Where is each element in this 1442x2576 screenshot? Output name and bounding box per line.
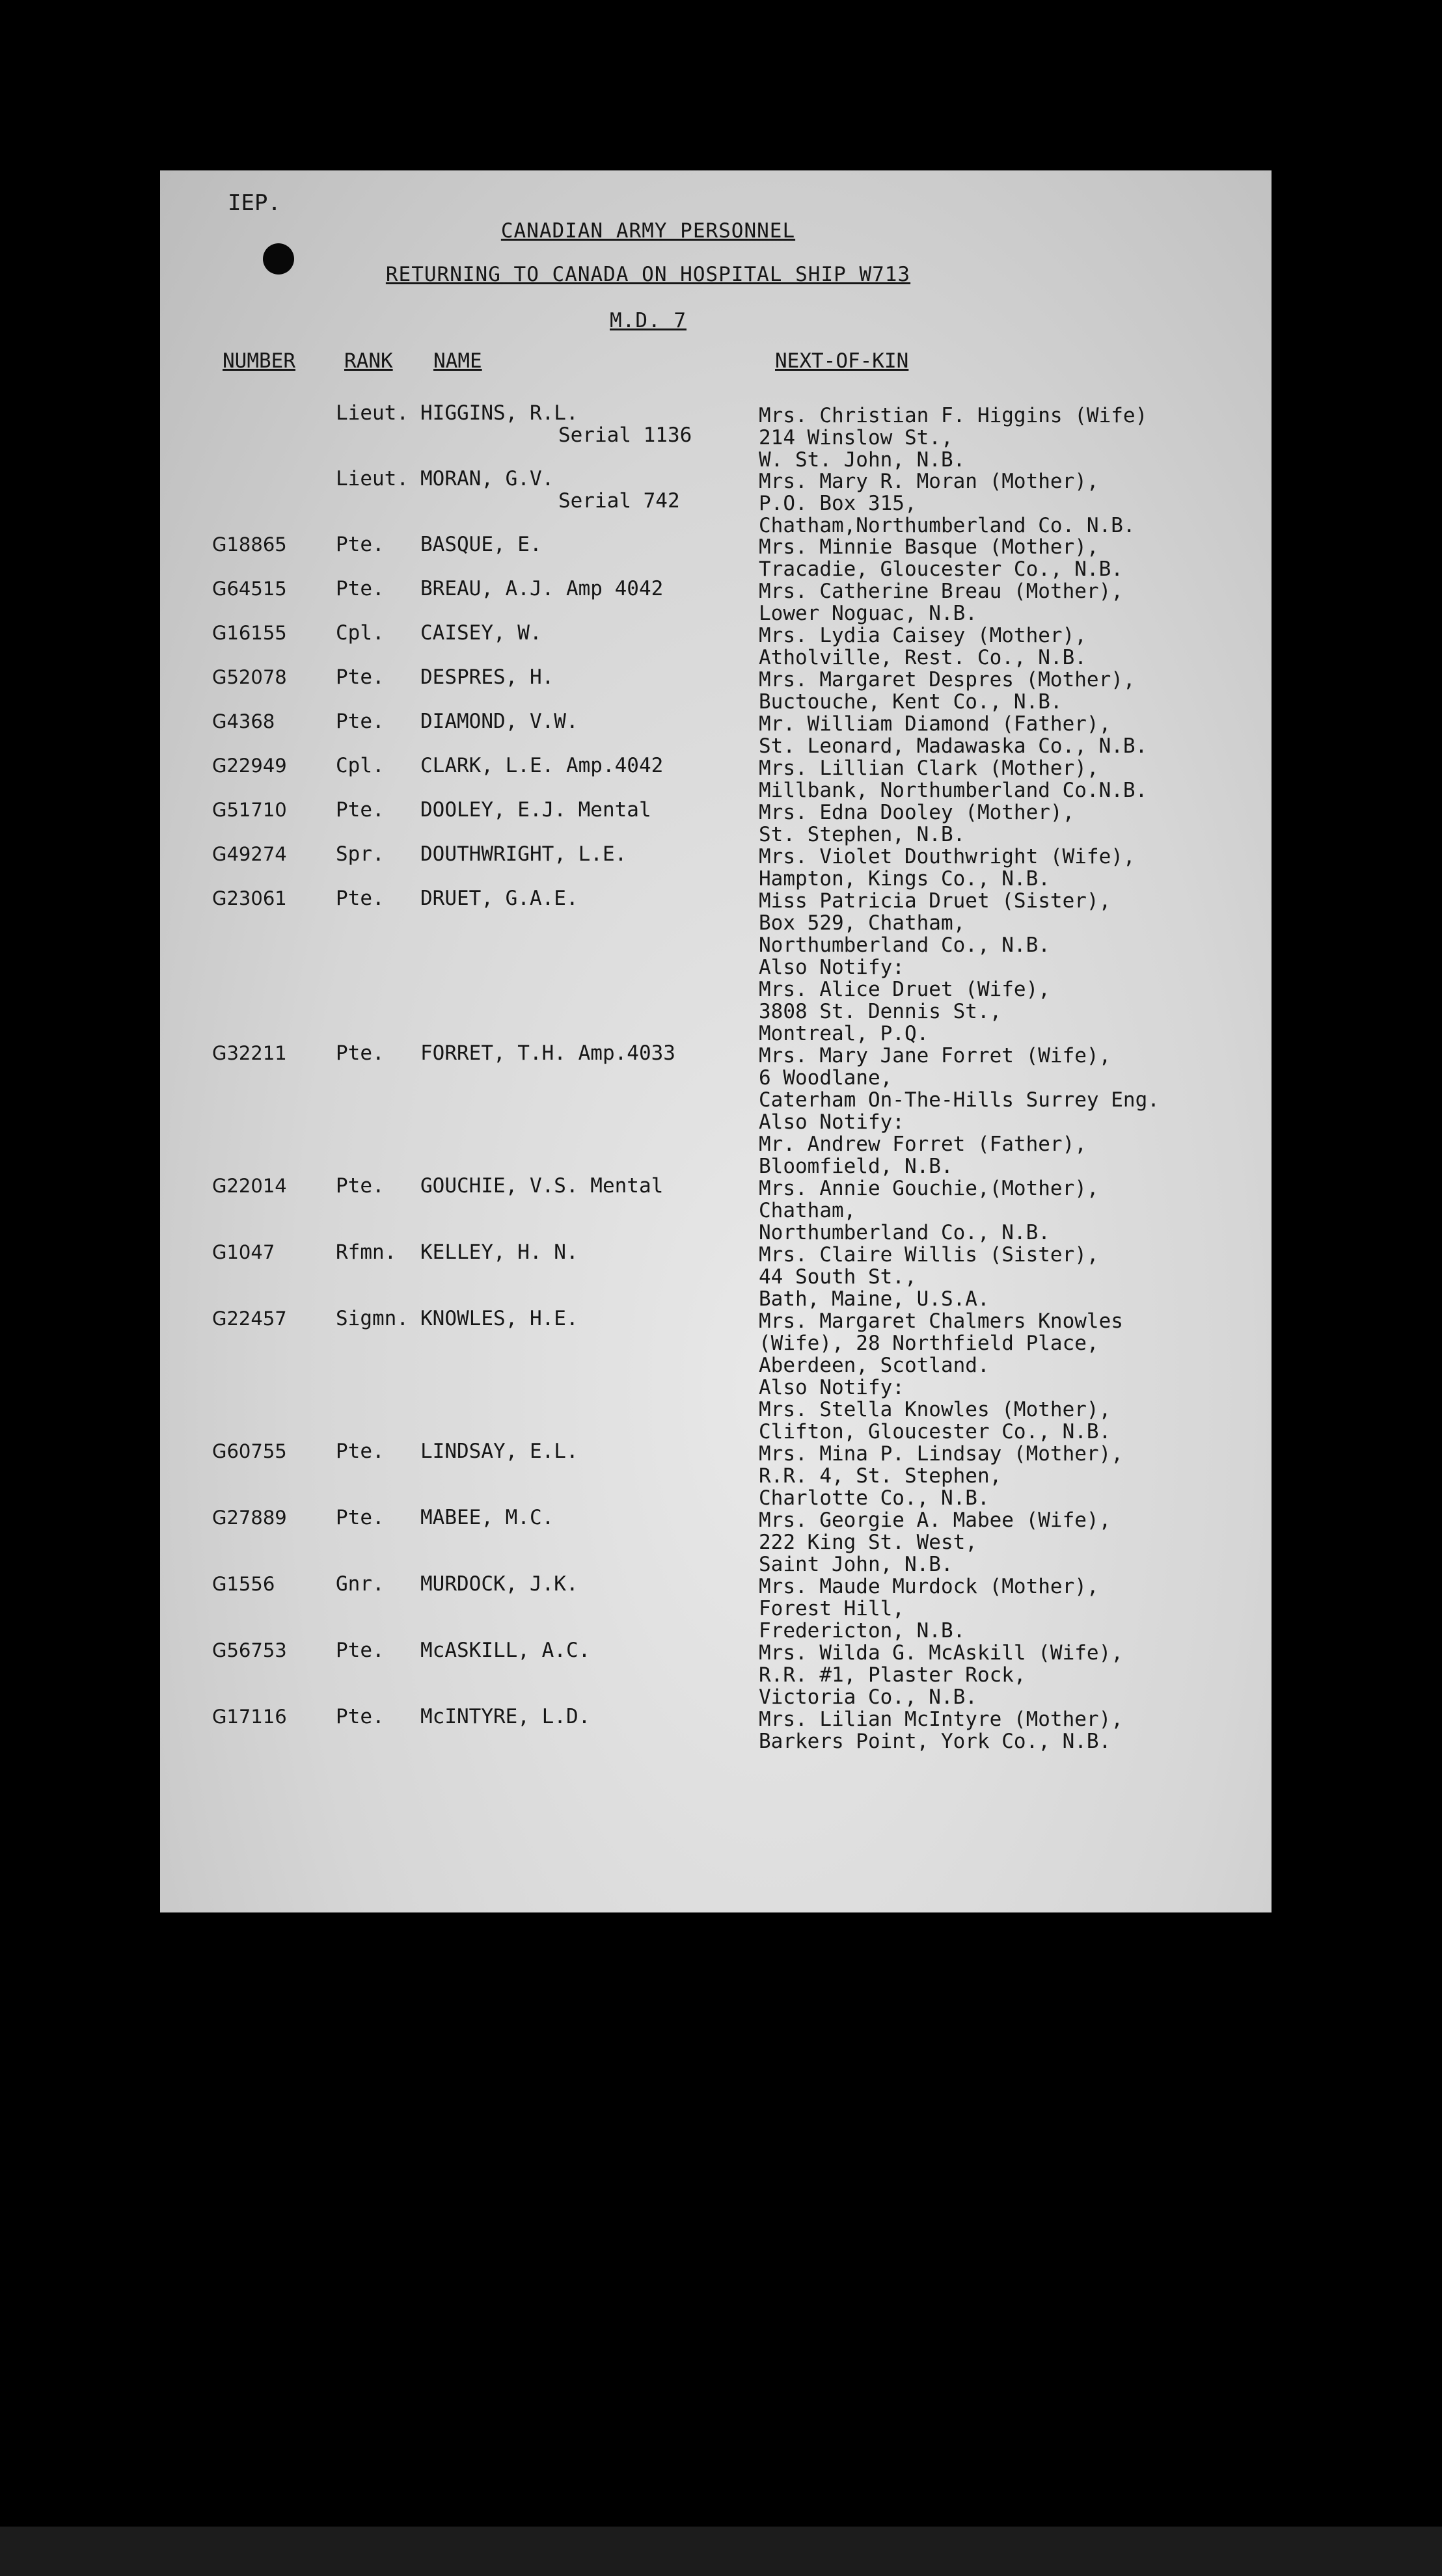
- next-of-kin-line: 6 Woodlane,: [759, 1066, 893, 1090]
- next-of-kin-line: St. Leonard, Madawaska Co., N.B.: [759, 734, 1148, 758]
- service-number: G18865: [212, 533, 287, 556]
- document-title: CANADIAN ARMY PERSONNEL: [500, 219, 796, 243]
- next-of-kin: [759, 1708, 1123, 1752]
- service-number: G4368: [212, 710, 275, 732]
- next-of-kin: [759, 536, 1123, 580]
- next-of-kin-line: Mrs. Lilian McIntyre (Mother),: [759, 1708, 1123, 1731]
- next-of-kin-line: Mrs. Violet Douthwright (Wife),: [759, 845, 1136, 868]
- next-of-kin-line: Hampton, Kings Co., N.B.: [759, 867, 1050, 891]
- soldier-name: CAISEY, W.: [420, 621, 542, 645]
- next-of-kin-line: Mrs. Lydia Caisey (Mother),: [759, 624, 1087, 647]
- next-of-kin-line: Also Notify:: [759, 1110, 905, 1134]
- next-of-kin-line: Mrs. Annie Gouchie,(Mother),: [759, 1177, 1099, 1200]
- next-of-kin-line: Mrs. Margaret Chalmers Knowles: [759, 1309, 1123, 1333]
- next-of-kin-line: R.R. #1, Plaster Rock,: [759, 1663, 1026, 1687]
- next-of-kin-line: Box 529, Chatham,: [759, 911, 966, 935]
- serial-note: Serial 742: [558, 489, 680, 513]
- soldier-name: DRUET, G.A.E.: [420, 887, 578, 910]
- rank: Pte.: [336, 1440, 385, 1463]
- service-number: G52078: [212, 666, 287, 688]
- rank: Cpl.: [336, 621, 385, 645]
- rank: Pte.: [336, 1041, 385, 1065]
- next-of-kin: [759, 624, 1087, 669]
- next-of-kin: [759, 713, 1147, 757]
- next-of-kin-line: Clifton, Gloucester Co., N.B.: [759, 1420, 1111, 1443]
- soldier-name: DOUTHWRIGHT, L.E.: [420, 842, 627, 866]
- soldier-name: MORAN, G.V.: [420, 467, 554, 490]
- next-of-kin: [759, 1310, 1123, 1443]
- next-of-kin-line: Buctouche, Kent Co., N.B.: [759, 690, 1063, 714]
- rank: Lieut.: [336, 467, 409, 490]
- soldier-name: GOUCHIE, V.S. Mental: [420, 1174, 664, 1198]
- service-number: G64515: [212, 578, 287, 600]
- service-number: G22014: [212, 1175, 287, 1197]
- next-of-kin-line: Victoria Co., N.B.: [759, 1685, 977, 1709]
- next-of-kin-line: Fredericton, N.B.: [759, 1619, 966, 1643]
- next-of-kin-line: 44 South St.,: [759, 1265, 917, 1289]
- district-label: M.D. 7: [610, 309, 687, 332]
- next-of-kin-line: Northumberland Co., N.B.: [759, 1221, 1050, 1244]
- soldier-name: DOOLEY, E.J. Mental: [420, 798, 651, 822]
- service-number: G17116: [212, 1706, 287, 1728]
- next-of-kin-line: W. St. John, N.B.: [759, 448, 966, 472]
- rank: Pte.: [336, 577, 385, 600]
- next-of-kin-line: Mrs. Claire Willis (Sister),: [759, 1243, 1099, 1267]
- next-of-kin: [759, 1576, 1099, 1642]
- serial-note: Serial 1136: [558, 423, 692, 447]
- rank: Pte.: [336, 1506, 385, 1529]
- rank: Pte.: [336, 665, 385, 689]
- next-of-kin-line: Caterham On-The-Hills Surrey Eng.: [759, 1088, 1160, 1112]
- service-number: G1047: [212, 1241, 275, 1263]
- rank: Gnr.: [336, 1572, 385, 1596]
- next-of-kin-line: Saint John, N.B.: [759, 1553, 953, 1576]
- next-of-kin-line: Mrs. Stella Knowles (Mother),: [759, 1398, 1111, 1421]
- service-number: G32211: [212, 1042, 287, 1064]
- service-number: G49274: [212, 843, 287, 865]
- next-of-kin-line: 3808 St. Dennis St.,: [759, 1000, 1002, 1023]
- next-of-kin-line: Also Notify:: [759, 1376, 905, 1399]
- next-of-kin-line: Mrs. Maude Murdock (Mother),: [759, 1575, 1099, 1598]
- next-of-kin-line: St. Stephen, N.B.: [759, 823, 966, 846]
- next-of-kin-line: Mrs. Margaret Despres (Mother),: [759, 668, 1136, 691]
- next-of-kin-line: Bath, Maine, U.S.A.: [759, 1287, 990, 1311]
- rank: Sigmn.: [336, 1307, 409, 1330]
- rank: Pte.: [336, 1174, 385, 1198]
- soldier-name: DESPRES, H.: [420, 665, 554, 689]
- soldier-name: BREAU, A.J. Amp 4042: [420, 577, 664, 600]
- rank: Pte.: [336, 710, 385, 733]
- service-number: G16155: [212, 622, 287, 644]
- rank: Pte.: [336, 1639, 385, 1662]
- next-of-kin-line: P.O. Box 315,: [759, 492, 917, 515]
- next-of-kin-line: Montreal, P.Q.: [759, 1022, 929, 1045]
- next-of-kin-line: Chatham,Northumberland Co. N.B.: [759, 514, 1136, 537]
- next-of-kin-line: Mr. Andrew Forret (Father),: [759, 1133, 1087, 1156]
- next-of-kin-line: Mrs. Lillian Clark (Mother),: [759, 757, 1099, 780]
- next-of-kin: [759, 846, 1136, 890]
- next-of-kin-line: Mr. William Diamond (Father),: [759, 712, 1111, 736]
- soldier-name: KNOWLES, H.E.: [420, 1307, 578, 1330]
- soldier-name: LINDSAY, E.L.: [420, 1440, 578, 1463]
- next-of-kin-line: Chatham,: [759, 1199, 856, 1222]
- next-of-kin-line: Mrs. Mary Jane Forret (Wife),: [759, 1044, 1111, 1067]
- next-of-kin-line: Lower Noguac, N.B.: [759, 602, 977, 625]
- next-of-kin-line: Charlotte Co., N.B.: [759, 1486, 990, 1510]
- next-of-kin: [759, 405, 1147, 471]
- next-of-kin-line: Forest Hill,: [759, 1597, 905, 1620]
- next-of-kin-line: Mrs. Catherine Breau (Mother),: [759, 580, 1123, 603]
- next-of-kin-line: Tracadie, Gloucester Co., N.B.: [759, 557, 1123, 581]
- next-of-kin-line: Mrs. Minnie Basque (Mother),: [759, 535, 1099, 559]
- next-of-kin: [759, 1642, 1123, 1708]
- column-header-number: NUMBER: [223, 349, 295, 373]
- next-of-kin-line: Mrs. Mary R. Moran (Mother),: [759, 470, 1099, 493]
- document-page: [160, 170, 1272, 1912]
- next-of-kin-line: Northumberland Co., N.B.: [759, 933, 1050, 957]
- next-of-kin-line: R.R. 4, St. Stephen,: [759, 1464, 1002, 1488]
- soldier-name: DIAMOND, V.W.: [420, 710, 578, 733]
- soldier-name: BASQUE, E.: [420, 533, 542, 556]
- soldier-name: KELLEY, H. N.: [420, 1241, 578, 1264]
- next-of-kin: [759, 1045, 1160, 1177]
- soldier-name: HIGGINS, R.L.: [420, 401, 578, 425]
- next-of-kin: [759, 470, 1136, 537]
- next-of-kin-line: Mrs. Wilda G. McAskill (Wife),: [759, 1641, 1123, 1665]
- rank: Pte.: [336, 798, 385, 822]
- document-subtitle: RETURNING TO CANADA ON HOSPITAL SHIP W713: [385, 263, 911, 286]
- next-of-kin-line: (Wife), 28 Northfield Place,: [759, 1332, 1099, 1355]
- next-of-kin-line: Millbank, Northumberland Co.N.B.: [759, 779, 1148, 802]
- next-of-kin: [759, 801, 1074, 846]
- next-of-kin-line: Bloomfield, N.B.: [759, 1155, 953, 1178]
- column-header-rank: RANK: [344, 349, 393, 373]
- rank: Lieut.: [336, 401, 409, 425]
- service-number: G27889: [212, 1507, 287, 1529]
- next-of-kin-line: Mrs. Alice Druet (Wife),: [759, 978, 1050, 1001]
- soldier-name: McINTYRE, L.D.: [420, 1705, 591, 1728]
- scan-border: [0, 2527, 1442, 2576]
- soldier-name: MURDOCK, J.K.: [420, 1572, 578, 1596]
- service-number: G56753: [212, 1639, 287, 1661]
- corner-mark: IEP.: [228, 190, 281, 216]
- next-of-kin-line: Aberdeen, Scotland.: [759, 1354, 990, 1377]
- rank: Pte.: [336, 533, 385, 556]
- next-of-kin: [759, 1443, 1123, 1509]
- next-of-kin-line: Barkers Point, York Co., N.B.: [759, 1730, 1111, 1753]
- next-of-kin-line: Also Notify:: [759, 956, 905, 979]
- service-number: G51710: [212, 799, 287, 821]
- next-of-kin: [759, 1509, 1111, 1576]
- rank: Spr.: [336, 842, 385, 866]
- next-of-kin-line: 222 King St. West,: [759, 1531, 977, 1554]
- rank: Pte.: [336, 887, 385, 910]
- next-of-kin-line: Mrs. Christian F. Higgins (Wife): [759, 404, 1148, 427]
- next-of-kin: [759, 669, 1136, 713]
- next-of-kin: [759, 1244, 1099, 1310]
- soldier-name: FORRET, T.H. Amp.4033: [420, 1041, 675, 1065]
- next-of-kin: [759, 1177, 1099, 1244]
- column-header-kin: NEXT-OF-KIN: [775, 349, 909, 373]
- soldier-name: CLARK, L.E. Amp.4042: [420, 754, 664, 777]
- rank: Rfmn.: [336, 1241, 397, 1264]
- next-of-kin: [759, 580, 1123, 624]
- next-of-kin-line: Mrs. Edna Dooley (Mother),: [759, 801, 1075, 824]
- service-number: G1556: [212, 1573, 275, 1595]
- next-of-kin-line: Miss Patricia Druet (Sister),: [759, 889, 1111, 913]
- service-number: G60755: [212, 1440, 287, 1462]
- next-of-kin-line: Atholville, Rest. Co., N.B.: [759, 646, 1087, 669]
- next-of-kin-line: 214 Winslow St.,: [759, 426, 953, 449]
- next-of-kin-line: Mrs. Georgie A. Mabee (Wife),: [759, 1509, 1111, 1532]
- service-number: G22949: [212, 755, 287, 777]
- column-header-name: NAME: [433, 349, 482, 373]
- personnel-list: [160, 170, 1272, 1912]
- rank: Pte.: [336, 1705, 385, 1728]
- next-of-kin: [759, 757, 1147, 801]
- soldier-name: McASKILL, A.C.: [420, 1639, 591, 1662]
- next-of-kin-line: Mrs. Mina P. Lindsay (Mother),: [759, 1442, 1123, 1466]
- service-number: G22457: [212, 1308, 287, 1330]
- soldier-name: MABEE, M.C.: [420, 1506, 554, 1529]
- service-number: G23061: [212, 887, 287, 909]
- rank: Cpl.: [336, 754, 385, 777]
- next-of-kin: [759, 890, 1111, 1045]
